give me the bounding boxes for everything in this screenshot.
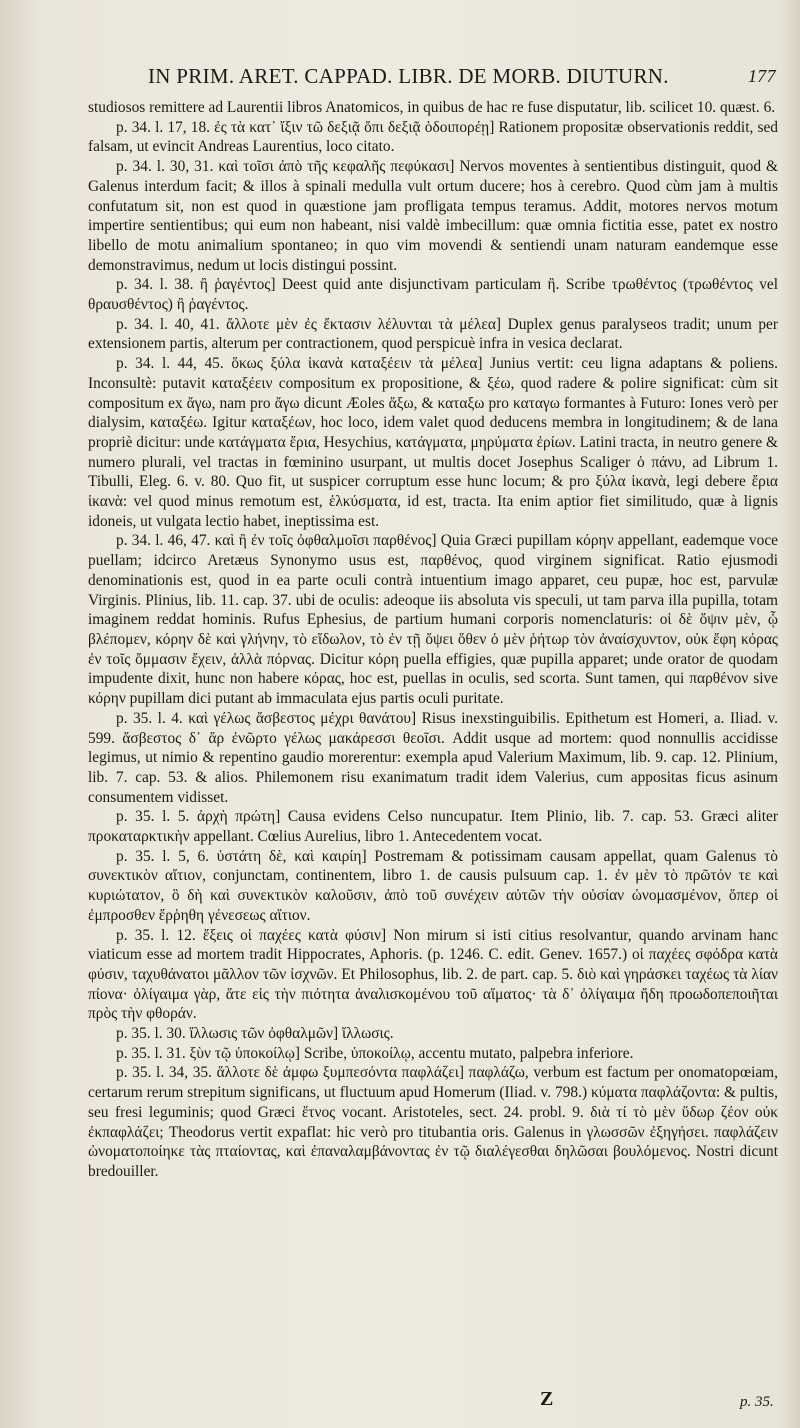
page-footer bbox=[0, 1388, 800, 1418]
paragraph: p. 34. l. 44, 45. ὅκως ξύλα ἱκανὰ καταξέειν τὰ μέλεα] Junius vertit: ceu ligna adaptans & poliens. Inconsultè: putavit καταξέειν compositum ex propositione, & ξέω, quod radere & polire significat: cùm sit compositum ex ἄγω, nam pro ἄγω dicunt Æoles ἄξω, & καταξω pro καταγω formantes à Futuro: Iones verò per dialysim, καταξέω. Igitur καταξέων, hoc loco, idem valet quod deducens membra in longitudinem; & de lana propriè dicitur: unde κατάγματα ἔρια, Hesychius, κατάγματα, μηρύματα ἐρίων. Latini tracta, in neutro genere & numero plurali, vel tractas in fœminino usurpant, ut multis docet Josephus Scaliger ὁ πάνυ, ad Librum 1. Tibulli, Eleg. 6. v. 80. Quo fit, ut suspicer corruptum esse hunc locum; & pro ξύλα ἱκανὰ, legi debere ἔρια ἱκανὰ: vel quod minus remotum est, ἑλκύσματα, id est, tracta. Ita enim aptior fiet similitudo, quæ à lignis idoneis, ut vulgata lectio habet, ineptissima est. bbox=[88, 355, 778, 530]
page-header bbox=[0, 60, 800, 90]
paragraph: p. 34. l. 38. ἢ ῥαγέντος] Deest quid ante disjunctivam particulam ἢ. Scribe τρωθέντος (τρωθέντος vel θραυσθέντος) ἢ ῥαγέντος. bbox=[88, 276, 778, 314]
paragraph: p. 35. l. 34, 35. ἄλλοτε δὲ ἀμφω ξυμπεσόντα παφλάζει] παφλάζω, verbum est factum per onomatopœiam, certarum rerum strepitum significans, ut fluctuum apud Homerum (Iliad. v. 798.) κύματα παφλάζοντα: & pultis, seu fresi leguminis; quod Græci ἔτνος vocant. Aristoteles, sect. 24. probl. 9. διὰ τί τὸ μὲν ὕδωρ ζέον οὐκ ἐκπαφλάζει; Theodorus vertit expaflat: hic verò pro titubantia oris. Galenus in γλωσσῶν ἐξηγήσει. παφλάζειν ὠνοματοποίηκε τὰς πταίοντας, καὶ ἐπαναλαμβάνοντας ἐν τῷ διαλέγεσθαι δηλῶσαι βουλόμενος. Nostri dicunt bredouiller. bbox=[88, 1064, 778, 1180]
signature-mark: Z bbox=[540, 1388, 554, 1410]
paragraph: p. 34. l. 30, 31. καὶ τοῖσι ἀπὸ τῆς κεφαλῆς πεφύκασι] Nervos moventes à sentientibus distinguit, quod & Galenus interdum facit; & illos à spinali medulla vult ortum ducere; hos à cerebro. Quod cùm jam à multis confutatum sit, non est quod in quæstione jam profligata tempus teramus. Addit, motores nervos motum impertire sentientibus; qui eum non habeant, nisi valdè imbecillum: quæ omnia fictitia esse, patet ex nostro libello de motu animalium spontaneo; in quo vim movendi & sentiendi unam naturam eandemque esse demonstravimus, nedum ut locis distingui possint. bbox=[88, 158, 778, 274]
page-number: 177 bbox=[748, 66, 776, 86]
paragraph: p. 35. l. 5, 6. ὑστάτη δὲ, καὶ καιρίη] Postremam & potissimam causam appellat, quam Galenus τὸ συνεκτικὸν αἴτιον, conjunctam, continentem, libro 1. de causis pulsuum cap. 1. ἐν μὲν τὸ πρῶτόν τε καὶ κυριώτατον, ὃ δὴ καὶ συνεκτικὸν καλοῦσιν, ἀπὸ τοῦ συνέχειν αὐτῶν τὴν οὐσίαν ὠνομασμένον, ὅπερ οἱ ἐμπροσθεν ἔρῥηθη γένεσεως αἴτιον. bbox=[88, 847, 778, 924]
paragraph: p. 34. l. 40, 41. ἄλλοτε μὲν ἐς ἔκτασιν λέλυνται τὰ μέλεα] Duplex genus paralyseos tradit; unum per extensionem partis, alterum per contractionem, quod perspicuè infra in vesica declarat. bbox=[88, 315, 778, 353]
paragraph: studiosos remittere ad Laurentii libros Anatomicos, in quibus de hac re fuse disputatur, lib. scilicet 10. quæst. 6. bbox=[88, 99, 776, 116]
body-text bbox=[88, 98, 778, 1182]
paragraph: p. 35. l. 31. ξὺν τῷ ὑποκοίλῳ] Scribe, ὑποκοίλῳ, accentu mutato, palpebra inferiore. bbox=[116, 1044, 634, 1062]
catchword: p. 35. bbox=[740, 1394, 774, 1410]
paragraph: p. 35. l. 12. ἔξεις οἱ παχέες κατὰ φύσιν] Non mirum si isti citius resolvantur, quando arvinam hanc viaticum esse ad mortem tradit Hippocrates, Aphoris. (p. 1246. C. edit. Genev. 1657.) οἱ παχέες σφόδρα κατὰ φύσιν, ταχυθάνατοι μᾶλλον τῶν ἰσχνῶν. Et Philosophus, lib. 2. de part. cap. 5. διὸ καὶ γηράσκει ταχέως τὰ λίαν πίονα· ὀλίγαιμα γὰρ, ἅτε εἰς τὴν πιότητα ἀναλισκομένου τοῦ αἵματος· τὰ δ᾽ ὀλίγαιμα ἤδη προωδοπεποιῆται πρὸς τὴν φθοράν. bbox=[88, 926, 778, 1023]
paragraph: p. 35. l. 30. ἴλλωσις τῶν ὀφθαλμῶν] ἴλλωσις. bbox=[116, 1025, 394, 1043]
paragraph: p. 34. l. 46, 47. καὶ ἢ ἐν τοῖς ὀφθαλμοῖσι παρθένος] Quia Græci pupillam κόρην appellant, eademque voce puellam; idcirco Aretæus Synonymo usus est, παρθένος, quod virginem significat. Ratio ejusmodi denominationis est, quod in ea parte oculi contrà intuentium imago apparet, ceu pupæ, hoc est, parvulæ Virginis. Plinius, lib. 11. cap. 37. ubi de oculis: adeoque iis absoluta vis speculi, ut tam parva illa pupilla, totam imaginem reddat hominis. Rufus Ephesius, de partium humani corporis nomenclaturis: οἱ δὲ ὄψιν μὲν, ᾧ βλέπομεν, κόρην δὲ καὶ γλήνην, τὸ εἴδωλον, τὸ ἐν τῇ ὄψει ὅθεν ὁ μὲν ῥήτωρ τὸν ἀναίσχυντον, οὐκ ἔφη κόρας ἐν τοῖς ὄμμασιν ἔχειν, ἀλλὰ πόρνας. Dicitur κόρη puella effigies, quæ pupilla apparet; unde orator de quodam impudente dixit, hunc non habere κόρας, hoc est, puellas in oculis, sed scorta. Sunt tamen, qui παρθένον sive κόρην pupillam dici putant ab immaculata ejus partis oculi puritate. bbox=[88, 532, 778, 708]
running-title: IN PRIM. ARET. CAPPAD. LIBR. DE MORB. DIUTURN. bbox=[148, 64, 669, 88]
paragraph: p. 35. l. 4. καὶ γέλως ἄσβεστος μέχρι θανάτου] Risus inexstinguibilis. Epithetum est Homeri, a. Iliad. v. 599. ἄσβεστος δ᾽ ἄρ ἐνῶρτο γέλως μακάρεσσι θεοῖσι. Addit usque ad mortem: quod nonnullis accidisse legimus, ut nimio & repentino gaudio morerentur: exempla apud Valerium Maximum, lib. 9. cap. 12. Plinium, lib. 7. cap. 53. & alios. Philemonem risu exanimatum tradit idem Valerius, cum appositas ficus asinum consumentem vidisset. bbox=[88, 709, 778, 806]
paragraph: p. 34. l. 17, 18. ἐς τὰ κατ᾽ ἴξιν τῶ δεξιᾷ ὄπι δεξιᾷ ὁδοιπορέῃ] Rationem propositæ observationis reddit, sed falsam, ut evincit Andreas Laurentius, loco citato. bbox=[88, 118, 778, 156]
paragraph: p. 35. l. 5. ἀρχὴ πρώτη] Causa evidens Celso nuncupatur. Item Plinio, lib. 7. cap. 53. Græci aliter προκαταρκτικὴν appellant. Cœlius Aurelius, libro 1. Antecedentem vocat. bbox=[88, 808, 778, 846]
